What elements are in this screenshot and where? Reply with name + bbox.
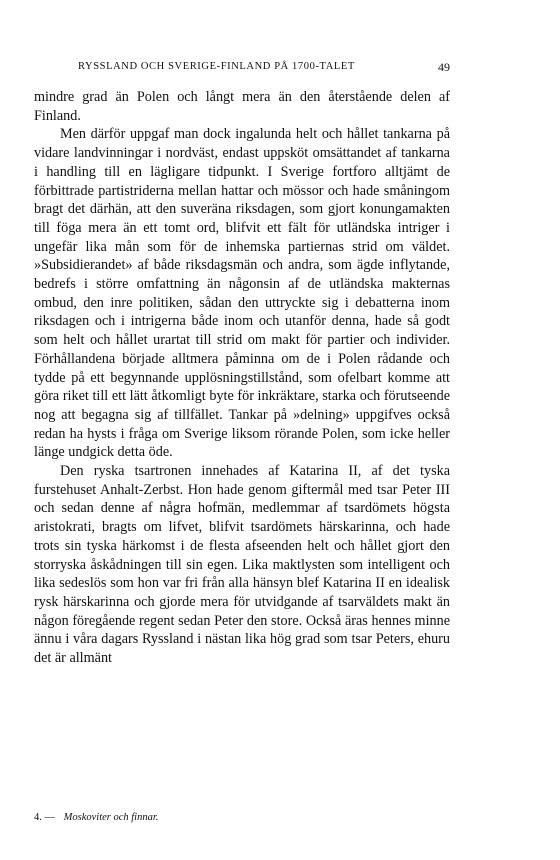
running-head-title: RYSSLAND OCH SVERIGE-FINLAND PÅ 1700-TALET <box>78 61 355 72</box>
footer-signature-line <box>34 812 158 823</box>
paragraph-political-situation: Men därför uppgaf man dock ingalunda helt och hållet tankarna på vidare landvinningar i nordväst, endast uppsköt omsättandet af tankarna i handling till en lägligare tidpunkt. I Sverige fortforo alltjämt de förbittrade partistriderna mellan hattar och mössor och hade småningom bragt det därhän, att den suveräna riksdagen, som gjort konungamakten till föga mera än ett tomt ord, blifvit ett fält för utländska intriger i ungefär lika mån som för de inhemska partiernas strid om väldet. »Subsidierandet» af både riksdagsmän och andra, som ägde inflytande, bedrefs i större omfattning än någonsin af de utländska makternas ombud, den inre politiken, sådan den uttryckte sig i debatterna inom riksdagen och i intrigerna både inom och utanför denna, hade så godt som helt och hållet urartat till strid om makt för partier och individer. Förhållandena började alltmera påminna om de i Polen rådande och tydde på ett begynnande upplösningstillstånd, som ofelbart komme att göra riket till ett lätt åtkomligt byte för inkräktare, starka och förutseende nog att begagna sig af tillfället. Tankar på »delning» uppgifves också redan ha hysts i fråga om Sverige liksom rörande Polen, som icke heller länge undgick detta öde. <box>34 126 450 461</box>
body-text <box>34 88 450 668</box>
paragraph-continuation: mindre grad än Polen och långt mera än den återstående delen af Finland. <box>34 89 450 124</box>
paragraph-katarina: Den ryska tsartronen innehades af Katarina II, af det tyska furstehuset Anhalt-Zerbst. Hon hade genom giftermål med tsar Peter III och sedan denne af några hofmän, medlemmar af tsardömets högsta aristokrati, bragts om lifvet, blifvit tsardömets härskarinna, och hade trots sin tyska härkomst i de flesta afseenden helt och hållet gjort den storryska åskådningen till sin egen. Lika maktlysten som intelligent och lika sedeslös som hon var fri från alla hänsyn blef Katarina II en idealisk rysk härskarinna och gjorde mera för utvidgande af tsarväldets makt än någon föregående regent sedan Peter den store. Också äras hennes minne ännu i våra dagars Ryssland i nästan lika hög grad som tsar Peters, ehuru det är allmänt <box>34 463 450 667</box>
signature-mark: 4. — <box>34 812 55 823</box>
running-head <box>34 58 450 76</box>
footer-book-title: Moskoviter och finnar. <box>63 812 159 823</box>
book-page <box>34 58 450 838</box>
page-number: 49 <box>438 60 450 74</box>
